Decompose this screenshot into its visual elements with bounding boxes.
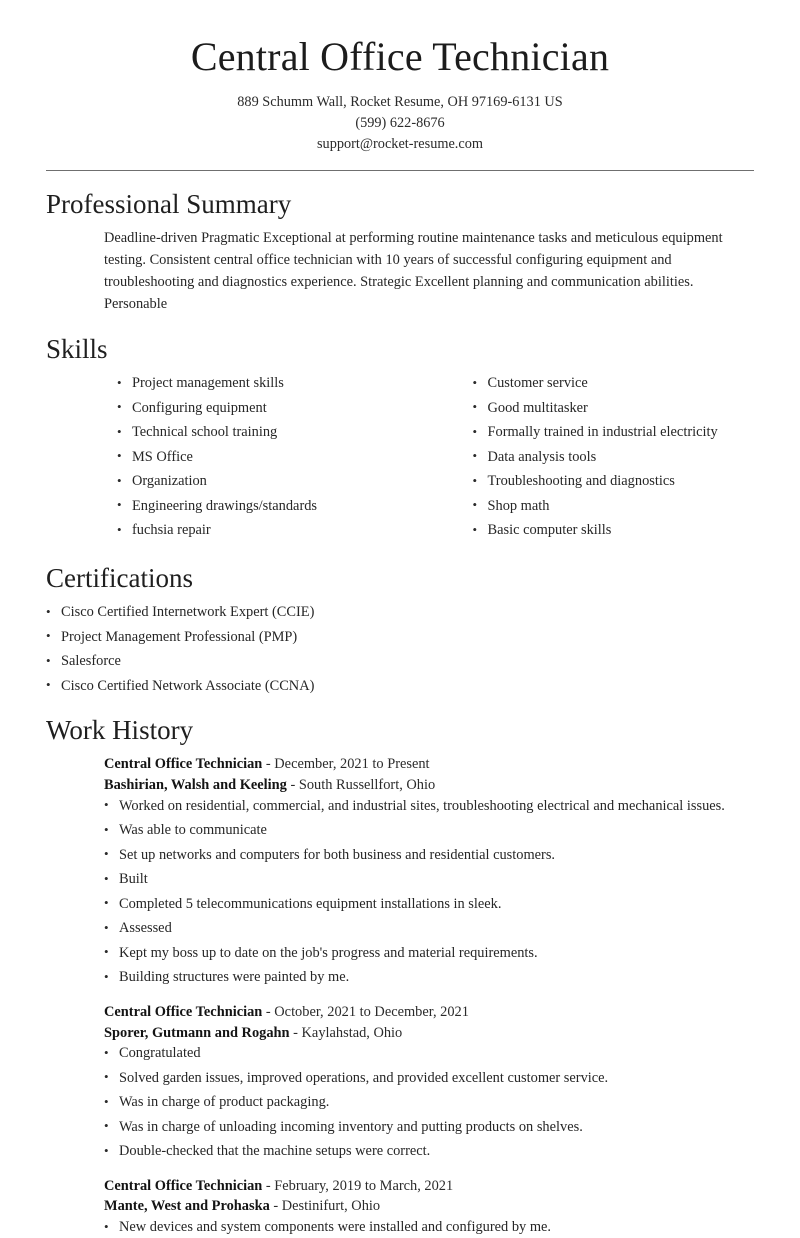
skill-item: • Configuring equipment bbox=[117, 398, 429, 419]
skill-item: • Formally trained in industrial electricity bbox=[473, 422, 741, 443]
job-bullet-item: • Double-checked that the machine setups were correct. bbox=[104, 1141, 740, 1162]
job-company: Sporer, Gutmann and Rogahn bbox=[104, 1024, 290, 1041]
resume-header bbox=[0, 0, 800, 155]
work-history-entry bbox=[104, 754, 740, 988]
job-bullet-item: • Congratulated bbox=[104, 1043, 740, 1064]
job-bullet-item: • Was in charge of unloading incoming inventory and putting products on shelves. bbox=[104, 1117, 740, 1138]
section-professional-summary bbox=[0, 188, 800, 316]
job-title: Central Office Technician bbox=[104, 756, 263, 773]
job-bullet-item: • Worked on residential, commercial, and industrial sites, troubleshooting electrical and mechanical issues. bbox=[104, 796, 740, 817]
job-bullet-item: • Kept my boss up to date on the job's progress and material requirements. bbox=[104, 943, 740, 964]
section-work-history bbox=[0, 714, 800, 1238]
skills-columns bbox=[46, 373, 754, 545]
job-title-line bbox=[104, 754, 740, 775]
job-company: Mante, West and Prohaska bbox=[104, 1198, 270, 1215]
job-bullet-item: • Was able to communicate bbox=[104, 820, 740, 841]
certification-item: • Project Management Professional (PMP) bbox=[46, 627, 754, 648]
skill-item: • Engineering drawings/standards bbox=[117, 496, 429, 517]
job-bullet-list bbox=[104, 1043, 740, 1162]
skill-item: • MS Office bbox=[117, 447, 429, 468]
skill-item: • Organization bbox=[117, 471, 429, 492]
job-bullet-item: • Assessed bbox=[104, 918, 740, 939]
section-certifications bbox=[0, 562, 800, 697]
skill-item: • Basic computer skills bbox=[473, 520, 741, 541]
job-bullet-item: • Built bbox=[104, 869, 740, 890]
skill-item: • Data analysis tools bbox=[473, 447, 741, 468]
job-title-line bbox=[104, 1002, 740, 1023]
skill-item: • Project management skills bbox=[117, 373, 429, 394]
contact-email: support@rocket-resume.com bbox=[316, 136, 483, 153]
job-title: Central Office Technician bbox=[104, 1003, 263, 1020]
skill-item: • Shop math bbox=[473, 496, 741, 517]
skill-item: • Good multitasker bbox=[473, 398, 741, 419]
skills-column-right bbox=[429, 373, 741, 545]
job-bullet-item: • New devices and system components were installed and configured by me. bbox=[104, 1217, 740, 1238]
certification-item: • Salesforce bbox=[46, 651, 754, 672]
contact-address: 889 Schumm Wall, Rocket Resume, OH 97169-6131 US bbox=[237, 94, 563, 110]
job-bullet-list bbox=[104, 1217, 740, 1238]
job-bullet-item: • Set up networks and computers for both business and residential customers. bbox=[104, 845, 740, 866]
job-dates: - October, 2021 to December, 2021 bbox=[262, 1003, 469, 1020]
job-title: Central Office Technician bbox=[104, 1177, 263, 1194]
skill-item: • Customer service bbox=[473, 373, 741, 394]
summary-text: Deadline-driven Pragmatic Exceptional at performing routine maintenance tasks and meticulous equipment testing. Consistent central office technician with 10 years of successful configuring equipment and troubleshooting and diagnostics experience. Strategic Excellent planning and communication abilities. Personable bbox=[104, 230, 723, 313]
skills-list-left bbox=[117, 373, 429, 541]
certifications-list bbox=[46, 602, 754, 697]
job-bullet-item: • Solved garden issues, improved operations, and provided excellent customer service. bbox=[104, 1068, 740, 1089]
section-heading-summary: Professional Summary bbox=[46, 189, 292, 220]
skill-item: • Technical school training bbox=[117, 422, 429, 443]
job-bullet-item: • Was in charge of product packaging. bbox=[104, 1092, 740, 1113]
certification-item: • Cisco Certified Network Associate (CCNA) bbox=[46, 676, 754, 697]
section-skills bbox=[0, 333, 800, 545]
certification-item: • Cisco Certified Internetwork Expert (CCIE) bbox=[46, 602, 754, 623]
work-history-entry bbox=[104, 1002, 740, 1163]
job-company-line bbox=[104, 1196, 740, 1217]
header-divider bbox=[46, 170, 754, 171]
section-heading-certifications: Certifications bbox=[46, 562, 193, 593]
job-dates: - February, 2019 to March, 2021 bbox=[262, 1177, 454, 1194]
work-history-entry bbox=[104, 1176, 740, 1238]
job-company: Bashirian, Walsh and Keeling bbox=[104, 777, 287, 794]
section-heading-work-history: Work History bbox=[46, 715, 194, 746]
job-company-line bbox=[104, 775, 740, 796]
skill-item: • fuchsia repair bbox=[117, 520, 429, 541]
job-bullet-item: • Completed 5 telecommunications equipment installations in sleek. bbox=[104, 894, 740, 915]
skills-list-right bbox=[473, 373, 741, 541]
page-title: Central Office Technician bbox=[190, 34, 610, 79]
job-title-line bbox=[104, 1176, 740, 1197]
skills-column-left bbox=[117, 373, 429, 545]
job-location: - South Russellfort, Ohio bbox=[286, 777, 436, 794]
skill-item: • Troubleshooting and diagnostics bbox=[473, 471, 741, 492]
contact-phone: (599) 622-8676 bbox=[355, 115, 445, 132]
job-location: - Kaylahstad, Ohio bbox=[289, 1024, 403, 1041]
summary-body bbox=[46, 228, 754, 316]
work-history-list bbox=[46, 754, 754, 1238]
job-bullet-item: • Building structures were painted by me. bbox=[104, 967, 740, 988]
job-bullet-list bbox=[104, 796, 740, 989]
job-company-line bbox=[104, 1023, 740, 1044]
job-dates: - December, 2021 to Present bbox=[262, 756, 430, 773]
job-location: - Destinifurt, Ohio bbox=[269, 1198, 381, 1215]
section-heading-skills: Skills bbox=[46, 334, 108, 364]
